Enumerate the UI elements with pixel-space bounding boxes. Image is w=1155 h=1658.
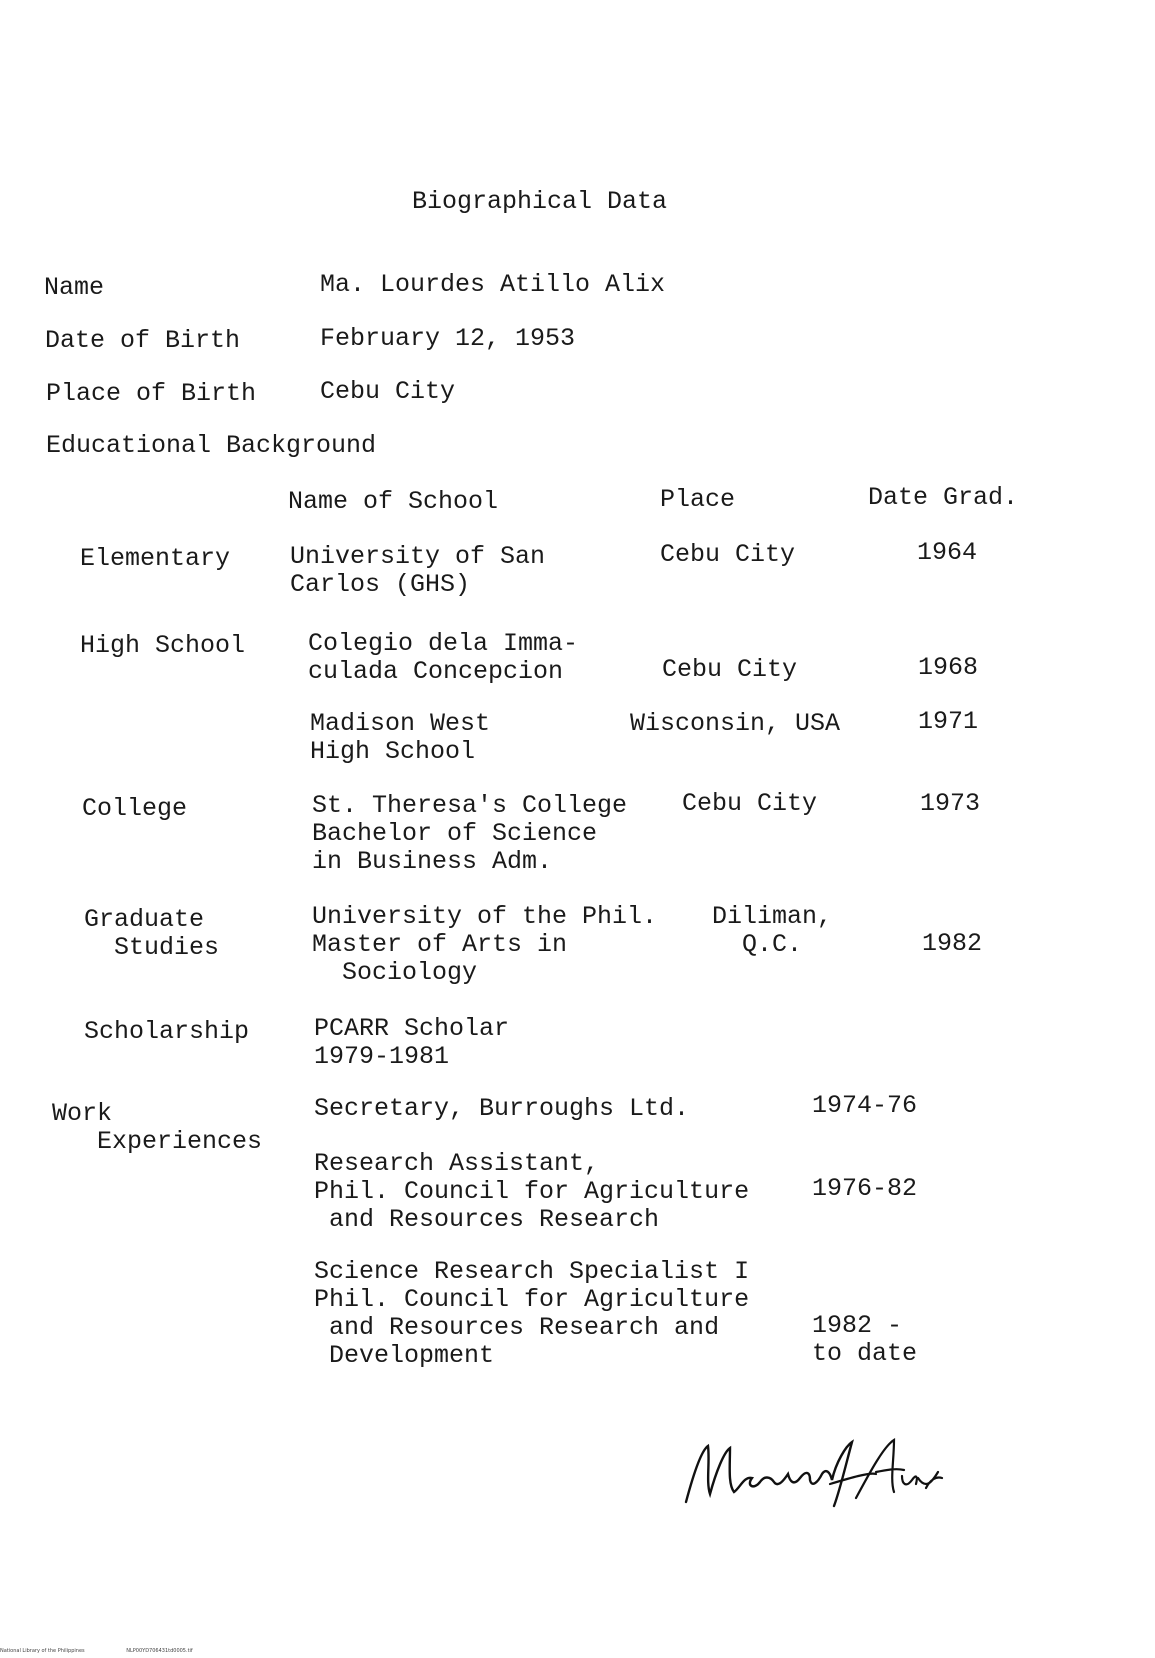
college-label: College <box>82 794 188 823</box>
highschool-label: High School <box>80 631 246 660</box>
header-date: Date Grad. <box>868 483 1019 512</box>
work-item-years: 1982 - to date <box>812 1311 918 1368</box>
highschool-2-date: 1971 <box>918 707 979 736</box>
scholarship-label: Scholarship <box>84 1017 250 1046</box>
pob-value: Cebu City <box>320 377 456 406</box>
signature <box>680 1432 950 1512</box>
work-item-years: 1974-76 <box>812 1091 918 1120</box>
graduate-place: Diliman, Q.C. <box>712 902 833 959</box>
education-label: Educational Background <box>46 431 377 460</box>
highschool-1-date: 1968 <box>918 653 979 682</box>
pob-label: Place of Birth <box>46 379 257 408</box>
college-school: St. Theresa's College Bachelor of Science in Business Adm. <box>312 791 628 876</box>
college-date: 1973 <box>920 789 981 818</box>
scan-footer <box>0 1648 193 1654</box>
work-item-title: Secretary, Burroughs Ltd. <box>314 1094 690 1123</box>
name-label: Name <box>44 273 105 302</box>
work-item-years: 1976-82 <box>812 1174 918 1203</box>
work-item-title: Research Assistant, Phil. Council for Agriculture and Resources Research <box>314 1149 750 1234</box>
scholarship-value: PCARR Scholar 1979-1981 <box>314 1014 510 1071</box>
elementary-school: University of San Carlos (GHS) <box>290 542 546 599</box>
highschool-1-place: Cebu City <box>662 655 798 684</box>
elementary-place: Cebu City <box>660 540 796 569</box>
graduate-school: University of the Phil. Master of Arts in Sociology <box>312 902 658 987</box>
college-place: Cebu City <box>682 789 818 818</box>
footer-filename: NLP00YD706431td0005.tif <box>126 1648 193 1654</box>
graduate-label: Graduate Studies <box>84 905 220 962</box>
dob-label: Date of Birth <box>45 326 241 355</box>
name-value: Ma. Lourdes Atillo Alix <box>320 270 666 299</box>
header-school: Name of School <box>288 487 499 516</box>
work-item-title: Science Research Specialist I Phil. Council for Agriculture and Resources Research and Development <box>314 1257 750 1370</box>
dob-value: February 12, 1953 <box>320 324 576 353</box>
elementary-date: 1964 <box>917 538 978 567</box>
highschool-2-school: Madison West High School <box>310 709 491 766</box>
footer-library: National Library of the Philippines <box>0 1648 85 1654</box>
elementary-label: Elementary <box>80 544 231 573</box>
highschool-1-school: Colegio dela Imma- culada Concepcion <box>308 629 579 686</box>
page-title: Biographical Data <box>412 187 668 216</box>
highschool-2-place: Wisconsin, USA <box>630 709 841 738</box>
graduate-date: 1982 <box>922 929 983 958</box>
work-label: Work Experiences <box>52 1099 263 1156</box>
header-place: Place <box>660 485 736 514</box>
